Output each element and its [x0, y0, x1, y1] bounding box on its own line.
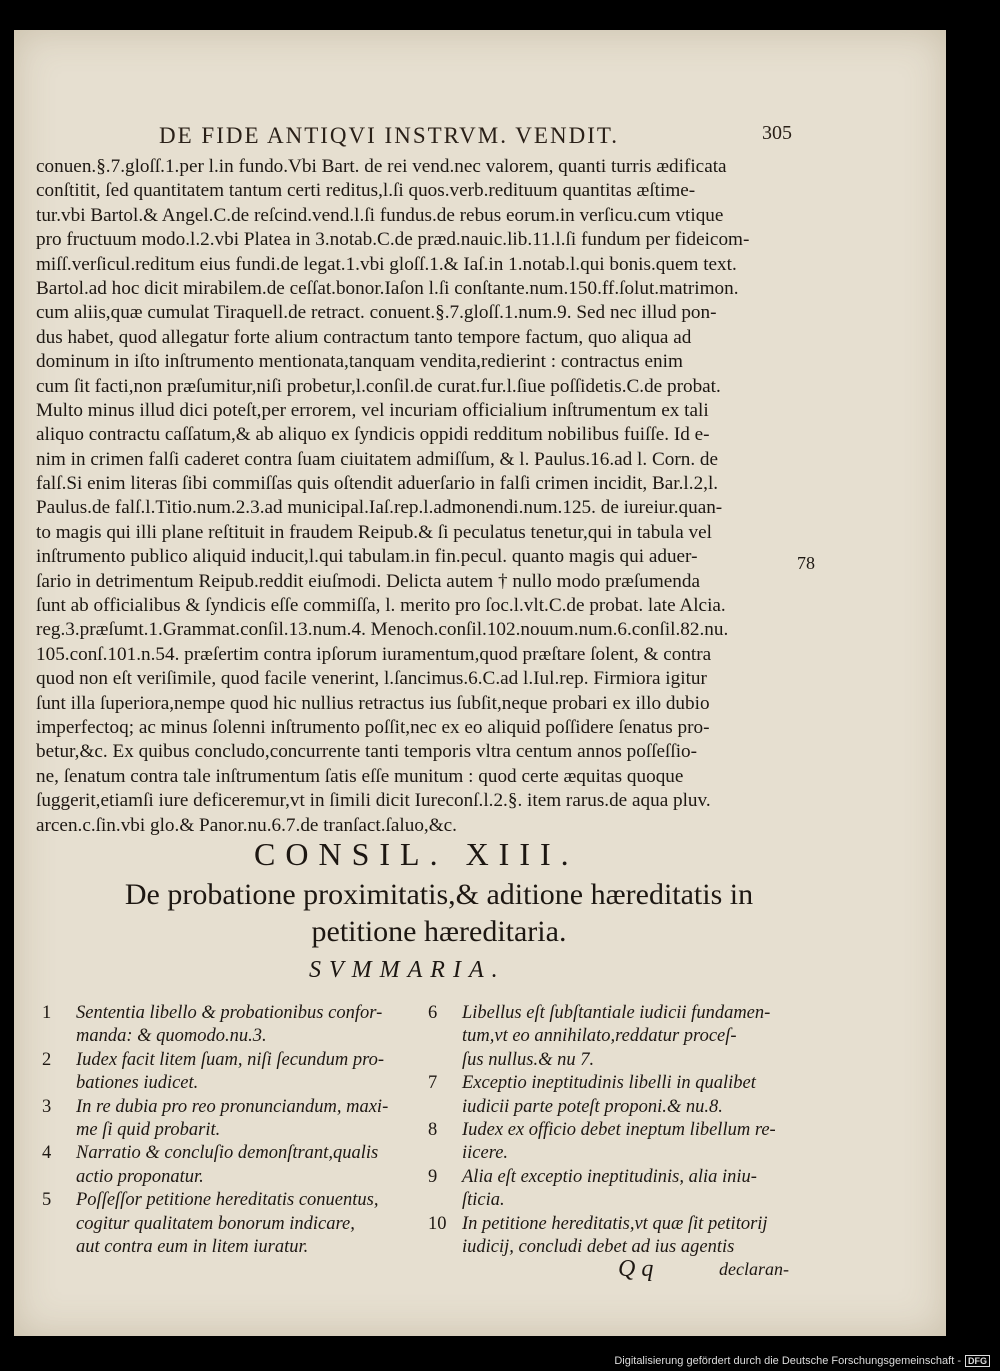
body-line: ſunt illa ſuperiora,nempe quod hic nullius retractus ius ſubſit,neque probari ex illo dubio [36, 692, 710, 714]
body-line: cum aliis,quæ cumulat Tiraquell.de retract. conuent.§.7.gloſſ.1.num.9. Sed nec illud pon- [36, 302, 717, 324]
body-line: falſ.Si enim literas ſibi commiſſas quis oſtendit aduerſario in falſi crimen incidit, Bar.l.2,l. [36, 473, 719, 495]
body-line: aliquo contractu caſſatum,& ab aliquo ex ſyndicis oppidi redditum nobilibus fuiſſe. Id e- [36, 424, 710, 446]
body-line: pro fructuum modo.l.2.vbi Platea in 3.notab.C.de præd.nauic.lib.11.l.ſi fundum per fideicom- [36, 229, 750, 251]
body-line: imperfectoq; ac minus ſolenni inſtrumento poſſit,nec ex eo aliquid poſſidere ſenatus pro- [36, 716, 710, 738]
summaria-entry-text: In petitione hereditatis,vt quæ ſit petitorij iudicij, concludi debet ad ius agentis [462, 1213, 768, 1258]
summaria-entry-number: 5 [42, 1190, 52, 1211]
digitization-credit [614, 1355, 990, 1367]
summaria-column-right [428, 1002, 808, 1259]
body-line: to magis qui illi plane reſtituit in fraudem Reipub.& ſi peculatus tenetur,qui in tabula vel [36, 521, 712, 543]
body-line: ſunt ab officialibus & ſyndicis eſſe commiſſa, l. merito pro ſoc.l.vlt.C.de probat. late Alcia. [36, 595, 726, 617]
summaria-column-left [42, 1002, 412, 1259]
running-title: DE FIDE ANTIQVI INSTRVM. VENDIT. [159, 123, 619, 148]
summaria-heading: SVMMARIA. [309, 957, 506, 983]
margin-note: 78 [797, 553, 815, 573]
summaria-entry-text: Exceptio ineptitudinis libelli in qualibet iudicii parte poteſt proponi.& nu.8. [462, 1073, 756, 1117]
consil-heading: CONSIL. XIII. [254, 836, 579, 872]
summaria-entry-text: Sententia libello & probationibus confor- manda: & quomodo.nu.3. [76, 1003, 383, 1047]
summaria-entry [42, 1189, 412, 1259]
body-line: inſtrumento publico aliquid inducit,l.qui tabulam.in fin.pecul. quanto magis qui aduer- [36, 546, 698, 568]
summaria-entry-number: 8 [428, 1120, 438, 1141]
catchword: declaran- [719, 1259, 789, 1279]
dfg-logo: DFG [965, 1355, 990, 1367]
summaria-entry-text: Alia eſt exceptio ineptitudinis, alia iniu- ſticia. [462, 1166, 757, 1211]
summaria-entry-text: Iudex facit litem ſuam, niſi ſecundum pro- bationes iudicet. [76, 1049, 385, 1094]
summaria-entry [428, 1166, 808, 1213]
summaria-entry-number: 7 [428, 1073, 438, 1094]
consil-subtitle: De probatione proximitatis,& aditione hæreditatis in petitione hæreditaria. [124, 878, 754, 948]
summaria-entry-text: Iudex ex officio debet ineptum libellum re- iicere. [462, 1120, 776, 1164]
credit-text: Digitalisierung gefördert durch die Deutsche Forschungsgemeinschaft - [614, 1355, 961, 1367]
body-line: reg.3.præſumt.1.Grammat.conſil.13.num.4. Menoch.conſil.102.nouum.num.6.conſil.82.nu. [36, 619, 729, 641]
summaria-entry [428, 1213, 808, 1260]
summaria-entry [42, 1049, 412, 1096]
summaria-entry-text: Libellus eſt ſubſtantiale iudicii fundamen- tum,vt eo annihilato,reddatur proceſ- ſus nullus.& nu 7. [462, 1003, 771, 1070]
body-line: Multo minus illud dici poteſt,per errorem, vel incuriam officialium inſtrumentum ex tali [36, 399, 709, 421]
summaria-entry [428, 1072, 808, 1119]
signature-mark: Q q [618, 1256, 654, 1282]
summaria-entry-number: 4 [42, 1143, 52, 1164]
summaria-entry-number: 3 [42, 1096, 52, 1117]
summaria-entry [42, 1096, 412, 1143]
body-line: dus habet, quod allegatur forte alium contractum tanto tempore factum, quo aliqua ad [36, 326, 692, 348]
summaria-entry-number: 9 [428, 1166, 438, 1187]
summaria-entry [428, 1002, 808, 1072]
page-number: 305 [762, 122, 792, 144]
summaria-entry [42, 1002, 412, 1049]
body-line: betur,&c. Ex quibus concludo,concurrente tanti temporis vltra centum annos poſſeſſio- [36, 741, 698, 763]
summaria-entry [428, 1119, 808, 1166]
body-line: conſtitit, ſed quantitatem tantum certi reditus,l.ſi quos.verb.redituum quantitas æſtime- [36, 180, 696, 202]
body-line: Bartol.ad hoc dicit mirabilem.de ceſſat.bonor.Iaſon l.ſi conſtante.num.150.ff.ſolut.matrimon. [36, 277, 739, 299]
body-line: ne, ſenatum contra tale inſtrumentum ſatis eſſe munitum : quod certe æquitas quoque [36, 765, 684, 787]
body-line: Paulus.de falſ.l.Titio.num.2.3.ad municipal.Iaſ.rep.l.admonendi.num.125. de iureiur.quan- [36, 497, 723, 519]
body-line: ſario in detrimentum Reipub.reddit eiuſmodi. Delicta autem † nullo modo præſumenda [36, 570, 700, 592]
summaria-entry-number: 1 [42, 1003, 52, 1023]
summaria-entry-number: 6 [428, 1003, 438, 1023]
summaria-entry-text: In re dubia pro reo pronunciandum, maxi- me ſi quid probarit. [76, 1096, 389, 1141]
body-line: nim in crimen falſi caderet contra ſuam ciuitatem admiſſum, & l. Paulus.16.ad l. Corn. de [36, 448, 719, 470]
body-line: ſuggerit,etiamſi iure deficeremur,vt in ſimili dicit Iureconſ.l.2.§. item rarus.de aqua pluv. [36, 790, 711, 812]
body-text [36, 155, 811, 838]
body-line: quod non eſt veriſimile, quod facile venerint, l.ſancimus.6.C.ad l.Iul.rep. Firmiora igitur [36, 668, 707, 690]
summaria-entry-number: 10 [428, 1213, 447, 1234]
summaria-entry-number: 2 [42, 1049, 52, 1070]
body-line: arcen.c.ſin.vbi glo.& Panor.nu.6.7.de tranſact.ſaluo,&c. [36, 814, 457, 836]
body-line: miſſ.verſicul.reditum eius fundi.de legat.1.vbi gloſſ.1.& Iaſ.in 1.notab.l.qui bonis.quem text. [36, 253, 737, 275]
body-line: tur.vbi Bartol.& Angel.C.de reſcind.vend.l.ſi fundus.de rebus eorum.in verſicu.cum vtique [36, 204, 724, 226]
body-line: cum ſit facti,non præſumitur,niſi probetur,l.conſil.de curat.fur.l.ſiue poſſidetis.C.de probat. [36, 375, 721, 397]
summaria-entry [42, 1142, 412, 1189]
summaria-entry-text: Narratio & concluſio demonſtrant,qualis actio proponatur. [76, 1143, 379, 1187]
book-page [14, 30, 946, 1336]
body-line: 105.conſ.101.n.54. præſertim contra ipſorum iuramentum,quod præſtare ſolent, & contra [36, 643, 712, 665]
body-line: conuen.§.7.gloſſ.1.per l.in fundo.Vbi Bart. de rei vend.nec valorem, quanti turris ædificata [36, 156, 727, 177]
summaria-entry-text: Poſſeſſor petitione hereditatis conuentus, cogitur qualitatem bonorum indicare, aut contra eum in litem iuratur. [76, 1190, 379, 1258]
body-line: dominum in iſto inſtrumento mentionata,tanquam vendita,redierint : contractus enim [36, 351, 683, 373]
